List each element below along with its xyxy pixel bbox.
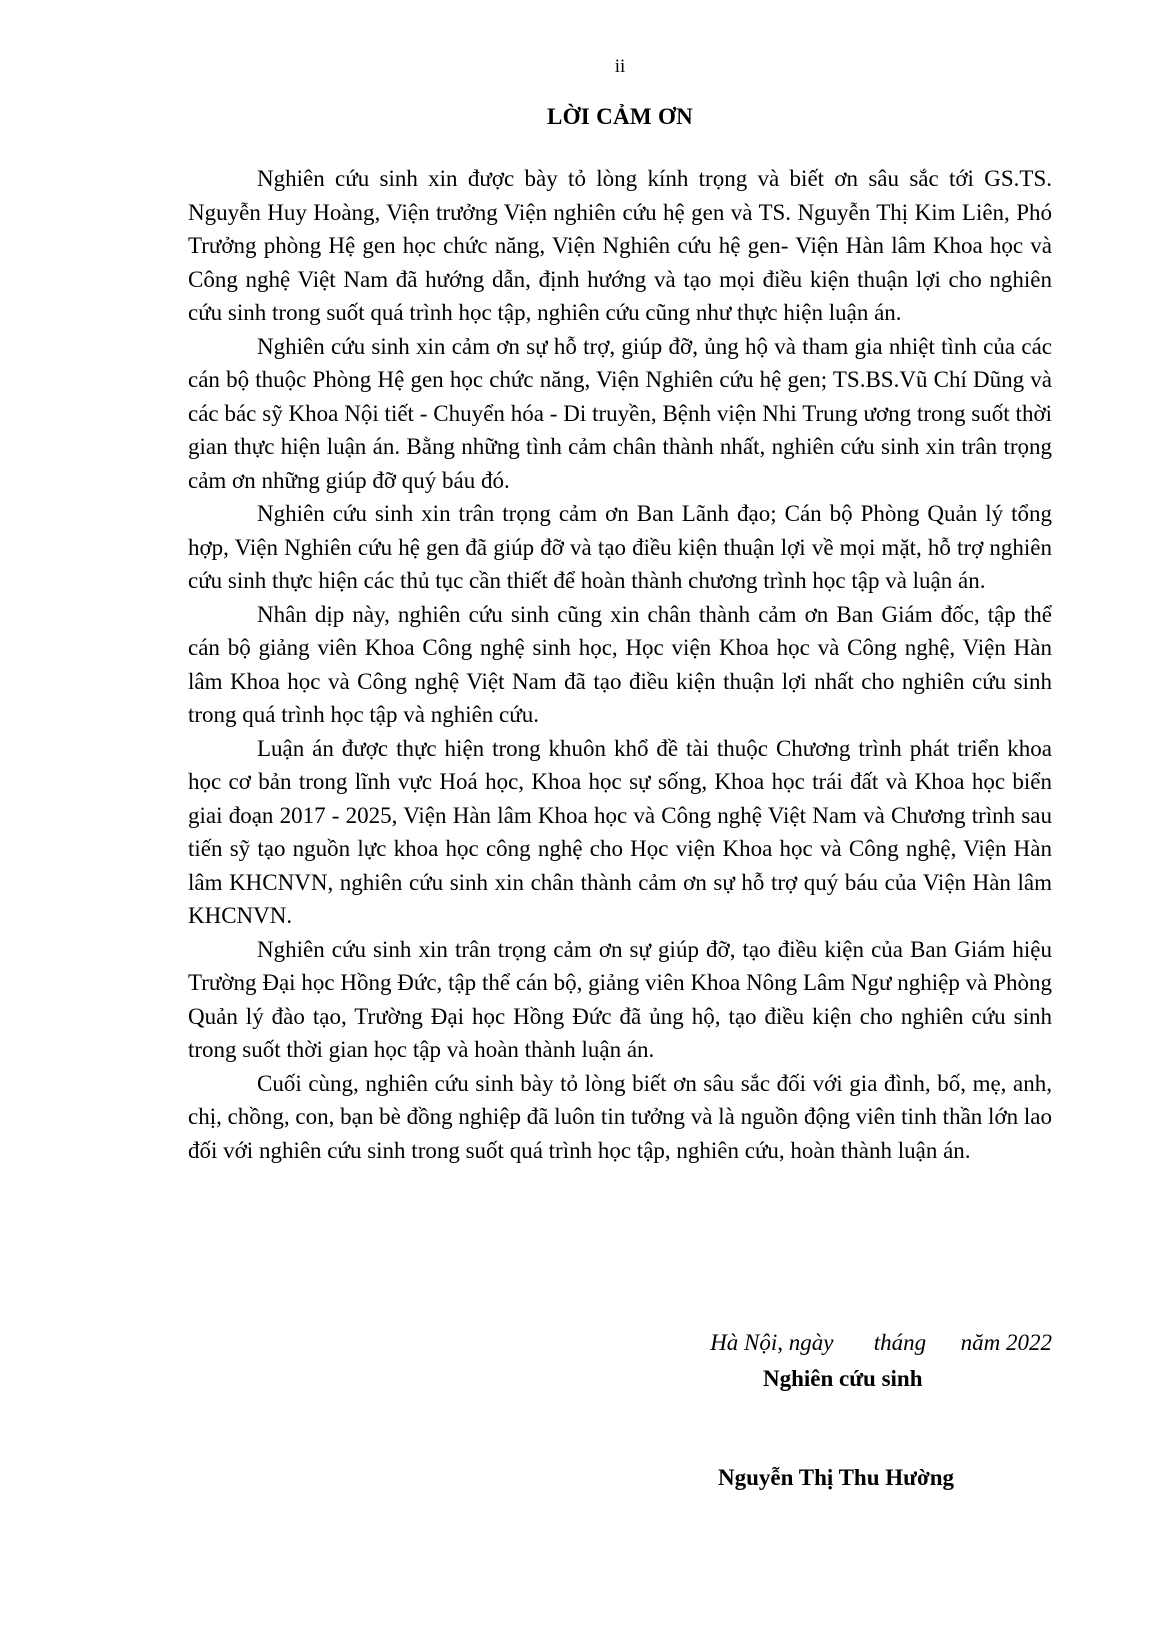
- signature-role: Nghiên cứu sinh: [763, 1366, 923, 1391]
- paragraph-2: Nghiên cứu sinh xin cảm ơn sự hỗ trợ, giúp đỡ, ủng hộ và tham gia nhiệt tình của các cán bộ thuộc Phòng Hệ gen học chức năng, Viện Nghiên cứu hệ gen; TS.BS.Vũ Chí Dũng và các bác sỹ Khoa Nội tiết - Chuyển hóa - Di truyền, Bệnh viện Nhi Trung ương trong suốt thời gian thực hiện luận án. Bằng những tình cảm chân thành nhất, nghiên cứu sinh xin trân trọng cảm ơn những giúp đỡ quý báu đó.: [188, 333, 1052, 493]
- paragraph-3: Nghiên cứu sinh xin trân trọng cảm ơn Ban Lãnh đạo; Cán bộ Phòng Quản lý tổng hợp, Viện Nghiên cứu hệ gen đã giúp đỡ và tạo điều kiện thuận lợi về mọi mặt, hỗ trợ nghiên cứu sinh thực hiện các thủ tục cần thiết để hoàn thành chương trình học tập và luận án.: [188, 501, 1052, 593]
- paragraph-4: Nhân dịp này, nghiên cứu sinh cũng xin chân thành cảm ơn Ban Giám đốc, tập thể cán bộ giảng viên Khoa Công nghệ sinh học, Học viện Khoa học và Công nghệ, Viện Hàn lâm Khoa học và Công nghệ Việt Nam đã tạo điều kiện thuận lợi nhất cho nghiên cứu sinh trong quá trình học tập và nghiên cứu.: [188, 601, 1052, 727]
- paragraph-6: Nghiên cứu sinh xin trân trọng cảm ơn sự giúp đỡ, tạo điều kiện của Ban Giám hiệu Trường Đại học Hồng Đức, tập thể cán bộ, giảng viên Khoa Nông Lâm Ngư nghiệp và Phòng Quản lý đào tạo, Trường Đại học Hồng Đức đã ủng hộ, tạo điều kiện cho nghiên cứu sinh trong suốt thời gian học tập và hoàn thành luận án.: [188, 936, 1052, 1062]
- paragraph-1: Nghiên cứu sinh xin được bày tỏ lòng kính trọng và biết ơn sâu sắc tới GS.TS. Nguyễn Huy Hoàng, Viện trưởng Viện nghiên cứu hệ gen và TS. Nguyễn Thị Kim Liên, Phó Trưởng phòng Hệ gen học chức năng, Viện Nghiên cứu hệ gen- Viện Hàn lâm Khoa học và Công nghệ Việt Nam đã hướng dẫn, định hướng và tạo mọi điều kiện thuận lợi cho nghiên cứu sinh trong suốt quá trình học tập, nghiên cứu cũng như thực hiện luận án.: [188, 166, 1052, 325]
- signature-name: Nguyễn Thị Thu Hường: [718, 1465, 954, 1490]
- page-title: LỜI CẢM ƠN: [546, 104, 694, 129]
- signature-date: Hà Nội, ngày tháng năm 2022: [710, 1330, 1052, 1355]
- paragraph-7: Cuối cùng, nghiên cứu sinh bày tỏ lòng biết ơn sâu sắc đối với gia đình, bố, mẹ, anh, chị, chồng, con, bạn bè đồng nghiệp đã luôn tin tưởng và là nguồn động viên tinh thần lớn lao đối với nghiên cứu sinh trong suốt quá trình học tập, nghiên cứu, hoàn thành luận án.: [188, 1070, 1052, 1163]
- paragraph-5: Luận án được thực hiện trong khuôn khổ đề tài thuộc Chương trình phát triển khoa học cơ bản trong lĩnh vực Hoá học, Khoa học sự sống, Khoa học trái đất và Khoa học biển giai đoạn 2017 - 2025, Viện Hàn lâm Khoa học và Công nghệ Việt Nam và Chương trình sau tiến sỹ tạo nguồn lực khoa học công nghệ cho Học viện Khoa học và Công nghệ, Viện Hàn lâm KHCNVN, nghiên cứu sinh xin chân thành cảm ơn sự hỗ trợ quý báu của Viện Hàn lâm KHCNVN.: [188, 735, 1052, 928]
- page-number: ii: [614, 56, 626, 77]
- acknowledgement-body: [188, 162, 1052, 1167]
